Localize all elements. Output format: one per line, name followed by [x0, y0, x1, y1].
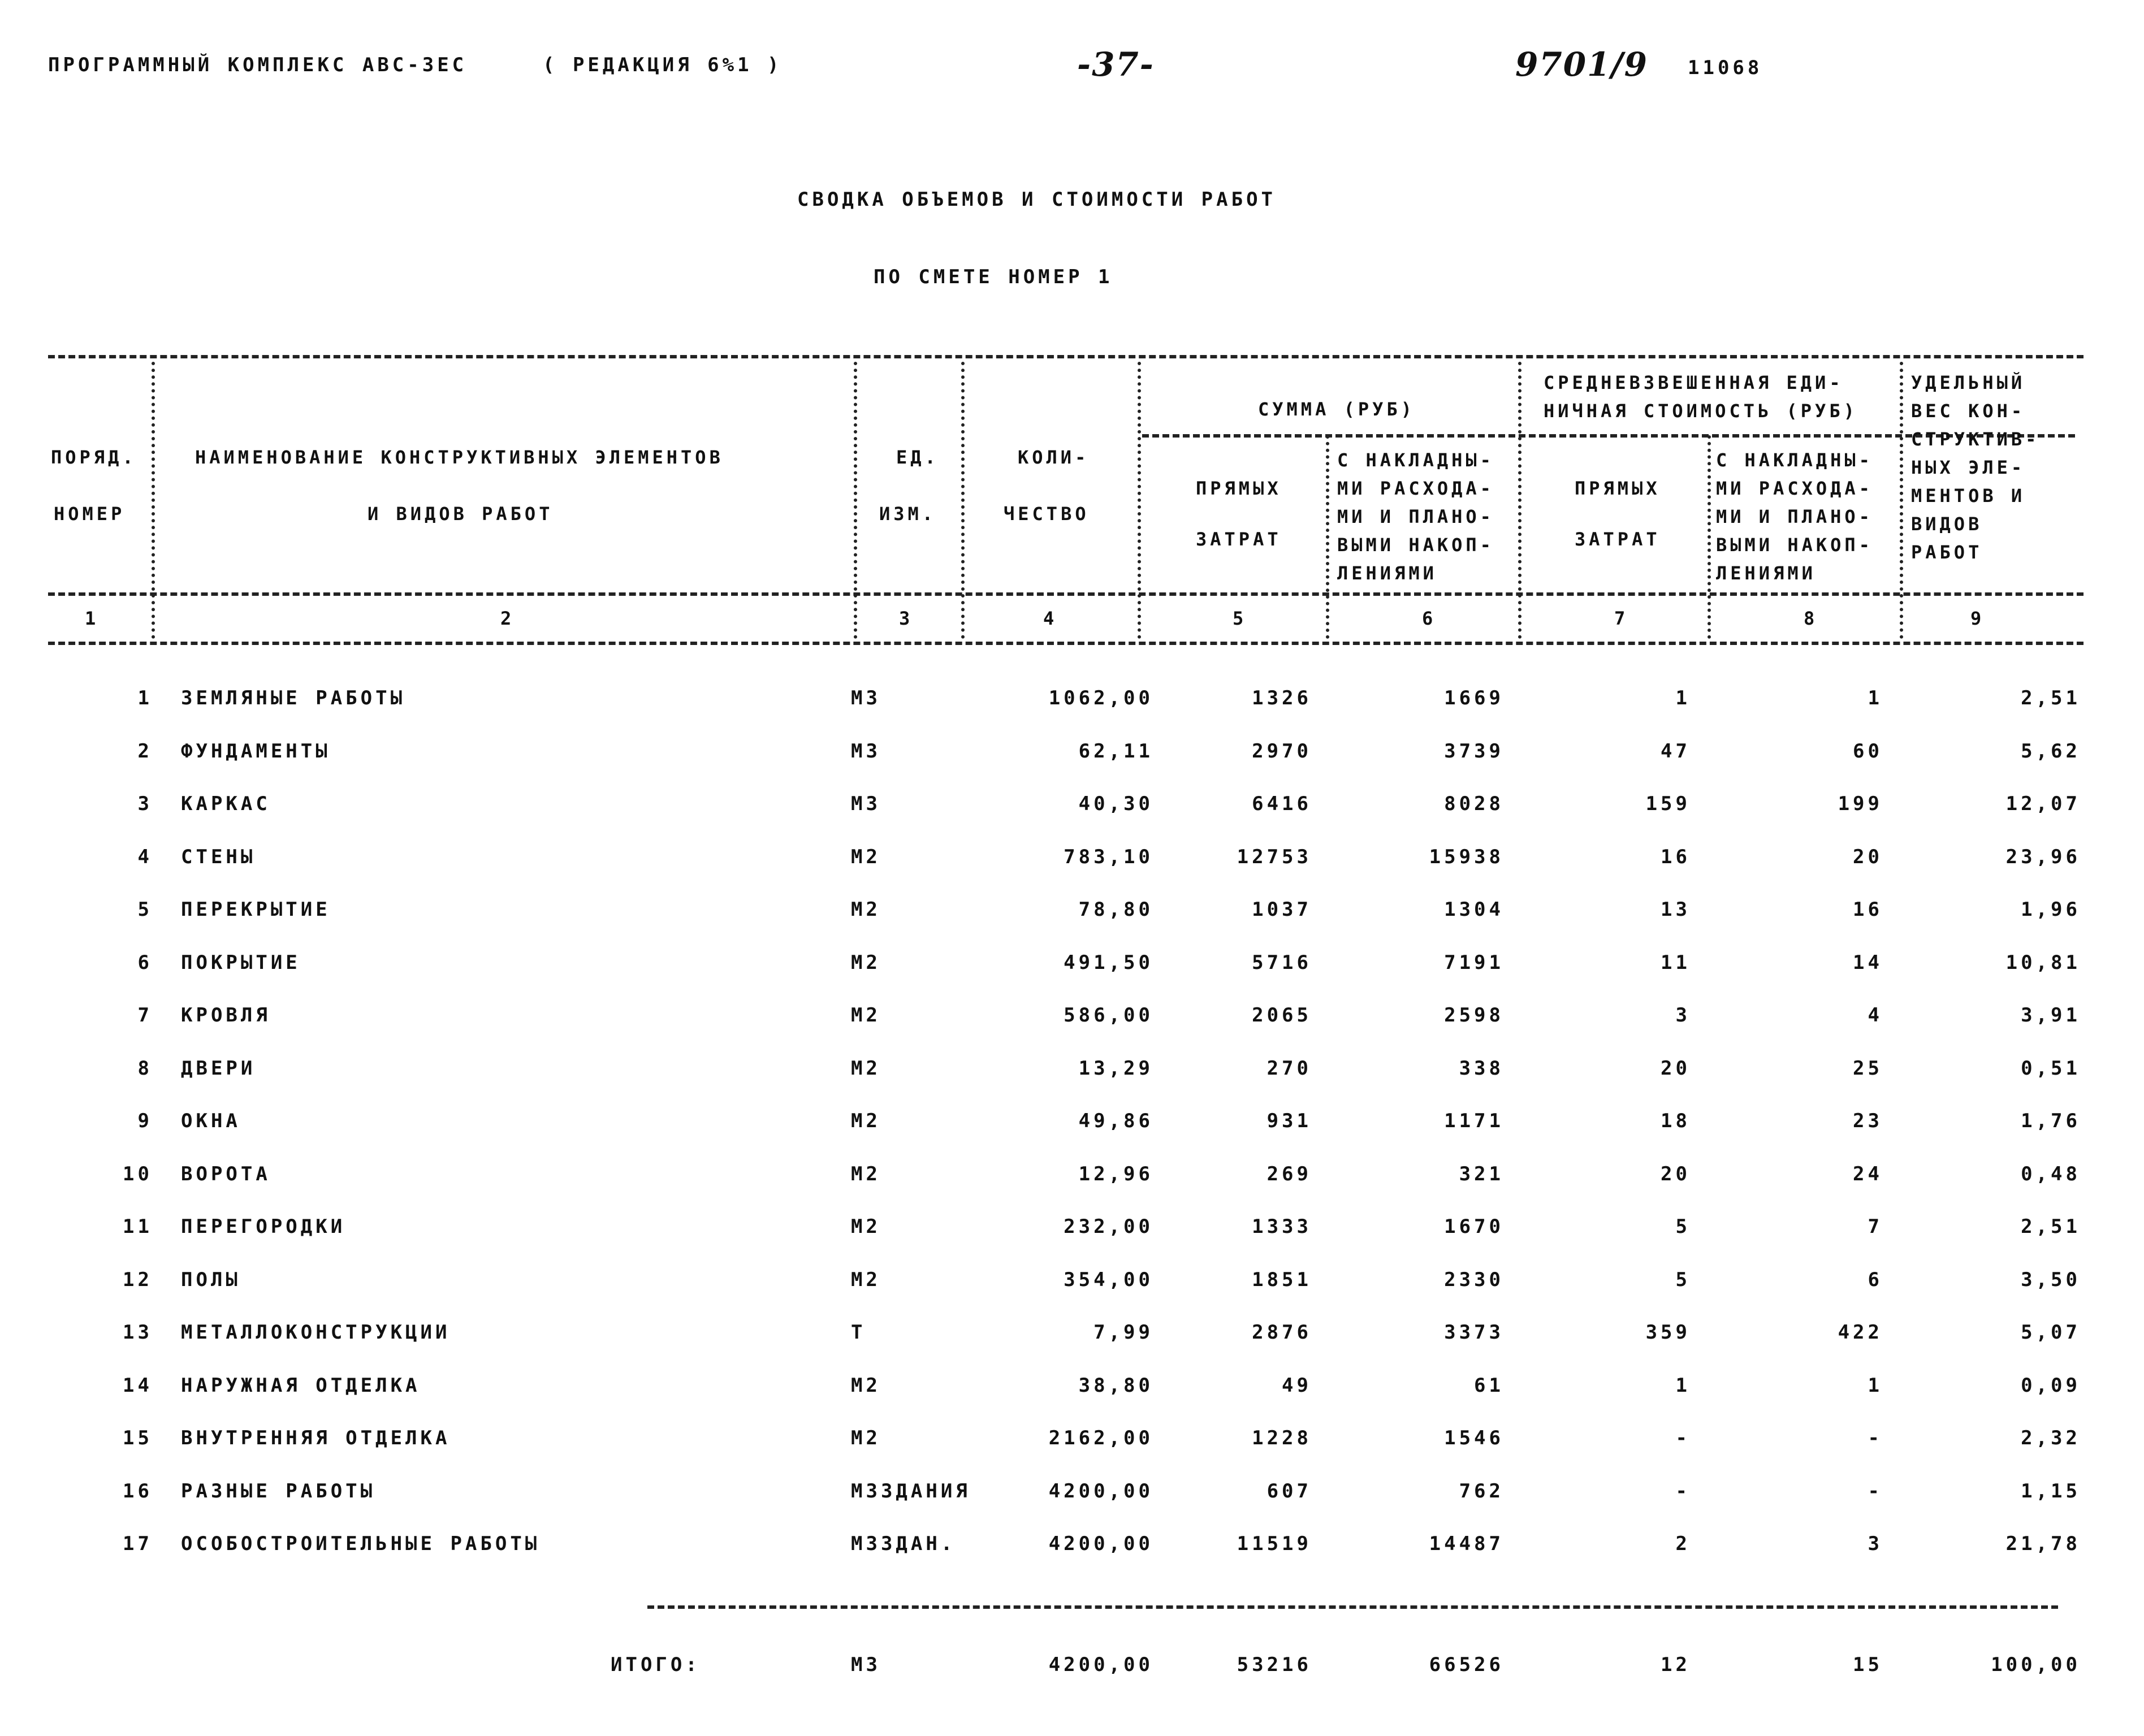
- col6-header-line2: МИ РАСХОДА-: [1337, 478, 1494, 499]
- page-number: -37-: [1077, 45, 1155, 84]
- row-unit-cost-direct: 1: [1675, 687, 1691, 709]
- document-code: 11068: [1688, 57, 1763, 79]
- col2-header-line1: НАИМЕНОВАНИЕ КОНСТРУКТИВНЫХ ЭЛЕМЕНТОВ: [195, 447, 724, 468]
- row-unit-cost-overhead: 7: [1868, 1215, 1883, 1238]
- row-sum-overhead: 2598: [1444, 1004, 1504, 1027]
- row-unit-cost-overhead: 20: [1853, 846, 1883, 868]
- row-unit-cost-overhead: 199: [1838, 793, 1883, 815]
- row-number: 15: [123, 1427, 153, 1449]
- row-unit-cost-direct: 20: [1661, 1163, 1691, 1185]
- row-number: 9: [137, 1110, 153, 1132]
- row-share: 12,07: [2005, 793, 2081, 815]
- row-sum-direct: 269: [1266, 1163, 1312, 1185]
- row-unit: М2: [851, 1057, 881, 1080]
- row-unit-cost-overhead: 14: [1853, 951, 1883, 974]
- row-unit-cost-overhead: 16: [1853, 898, 1883, 921]
- row-number: 10: [123, 1163, 153, 1185]
- row-sum-direct: 12753: [1237, 846, 1312, 868]
- row-unit-cost-direct: 18: [1661, 1110, 1691, 1132]
- row-name: ЗЕМЛЯНЫЕ РАБОТЫ: [181, 687, 406, 709]
- row-sum-direct: 2876: [1252, 1321, 1312, 1344]
- row-unit: М2: [851, 1269, 881, 1291]
- row-quantity: 4200,00: [1048, 1480, 1153, 1503]
- row-number: 7: [137, 1004, 153, 1027]
- row-sum-overhead: 762: [1459, 1480, 1504, 1503]
- sum-group-header: СУММА (РУБ): [1258, 399, 1415, 420]
- row-sum-overhead: 3373: [1444, 1321, 1504, 1344]
- row-unit: М2: [851, 898, 881, 921]
- col9-header-line6: ВИДОВ: [1911, 513, 1983, 535]
- column-number: 1: [85, 608, 100, 629]
- row-number: 16: [123, 1480, 153, 1503]
- row-unit: М3: [851, 740, 881, 763]
- col3-header-line1: ЕД.: [896, 447, 939, 468]
- row-sum-direct: 6416: [1252, 793, 1312, 815]
- row-name: ПОКРЫТИЕ: [181, 951, 301, 974]
- row-quantity: 40,30: [1078, 793, 1153, 815]
- col8-header-line1: С НАКЛАДНЫ-: [1716, 449, 1873, 471]
- row-unit-cost-direct: 359: [1645, 1321, 1691, 1344]
- header-separator: [1326, 435, 1335, 639]
- row-number: 12: [123, 1269, 153, 1291]
- row-quantity: 232,00: [1064, 1215, 1153, 1238]
- row-share: 2,51: [2021, 687, 2081, 709]
- row-number: 13: [123, 1321, 153, 1344]
- row-sum-overhead: 61: [1474, 1374, 1504, 1397]
- row-name: ПЕРЕГОРОДКИ: [181, 1215, 346, 1238]
- col4-header-line2: ЧЕСТВО: [1004, 503, 1090, 525]
- row-unit-cost-overhead: 1: [1868, 687, 1883, 709]
- row-quantity: 12,96: [1078, 1163, 1153, 1185]
- col9-header-line5: МЕНТОВ И: [1911, 485, 2026, 506]
- row-quantity: 49,86: [1078, 1110, 1153, 1132]
- row-name: ОСОБОСТРОИТЕЛЬНЫЕ РАБОТЫ: [181, 1532, 541, 1555]
- row-sum-direct: 1333: [1252, 1215, 1312, 1238]
- row-unit-cost-direct: -: [1675, 1480, 1691, 1503]
- row-unit-cost-direct: -: [1675, 1427, 1691, 1449]
- row-share: 2,32: [2021, 1427, 2081, 1449]
- row-name: ВНУТРЕННЯЯ ОТДЕЛКА: [181, 1427, 451, 1449]
- row-unit-cost-overhead: 4: [1868, 1004, 1883, 1027]
- report-title: СВОДКА ОБЪЕМОВ И СТОИМОСТИ РАБОТ: [797, 188, 1277, 211]
- header-separator: [961, 362, 970, 639]
- row-quantity: 354,00: [1064, 1269, 1153, 1291]
- total-rule: [647, 1605, 2058, 1609]
- row-unit: М2: [851, 951, 881, 974]
- total-unit-direct: 12: [1661, 1653, 1691, 1676]
- header-separator: [1138, 362, 1147, 639]
- row-share: 0,09: [2021, 1374, 2081, 1397]
- row-quantity: 491,50: [1064, 951, 1153, 974]
- row-unit-cost-direct: 5: [1675, 1215, 1691, 1238]
- row-number: 11: [123, 1215, 153, 1238]
- col2-header-line2: И ВИДОВ РАБОТ: [368, 503, 554, 525]
- col9-header-line4: НЫХ ЭЛЕ-: [1911, 457, 2026, 478]
- column-number: 2: [500, 608, 515, 629]
- row-unit-cost-direct: 3: [1675, 1004, 1691, 1027]
- row-unit-cost-overhead: 24: [1853, 1163, 1883, 1185]
- row-unit-cost-overhead: 1: [1868, 1374, 1883, 1397]
- row-unit: Т: [851, 1321, 866, 1344]
- row-sum-direct: 2970: [1252, 740, 1312, 763]
- row-quantity: 586,00: [1064, 1004, 1153, 1027]
- row-unit: М3: [851, 793, 881, 815]
- row-share: 5,62: [2021, 740, 2081, 763]
- row-name: ДВЕРИ: [181, 1057, 256, 1080]
- row-unit-cost-direct: 5: [1675, 1269, 1691, 1291]
- row-unit-cost-overhead: 23: [1853, 1110, 1883, 1132]
- col9-header-line7: РАБОТ: [1911, 542, 1983, 563]
- total-quantity: 4200,00: [1048, 1653, 1153, 1676]
- col8-header-line2: МИ РАСХОДА-: [1716, 478, 1873, 499]
- row-share: 0,51: [2021, 1057, 2081, 1080]
- row-number: 1: [137, 687, 153, 709]
- avg-group-header-line2: НИЧНАЯ СТОИМОСТЬ (РУБ): [1544, 400, 1858, 422]
- column-number: 4: [1043, 608, 1058, 629]
- col6-header-line1: С НАКЛАДНЫ-: [1337, 449, 1494, 471]
- col8-header-line4: ВЫМИ НАКОП-: [1716, 534, 1873, 556]
- row-quantity: 783,10: [1064, 846, 1153, 868]
- row-unit: М3ЗДАНИЯ: [851, 1480, 971, 1503]
- column-number: 5: [1233, 608, 1247, 629]
- row-unit-cost-direct: 159: [1645, 793, 1691, 815]
- row-sum-overhead: 338: [1459, 1057, 1504, 1080]
- col1-header-line1: ПОРЯД.: [51, 447, 137, 468]
- col9-header-line2: ВЕС КОН-: [1911, 400, 2026, 422]
- row-unit-cost-overhead: 60: [1853, 740, 1883, 763]
- col3-header-line2: ИЗМ.: [879, 503, 937, 525]
- row-unit: М2: [851, 1374, 881, 1397]
- row-name: РАЗНЫЕ РАБОТЫ: [181, 1480, 376, 1503]
- row-name: НАРУЖНАЯ ОТДЕЛКА: [181, 1374, 421, 1397]
- header-separator: [1900, 362, 1909, 639]
- row-number: 4: [137, 846, 153, 868]
- table-top-rule: [48, 355, 2084, 358]
- edition-label: ( РЕДАКЦИЯ 6%1 ): [543, 54, 783, 76]
- row-quantity: 78,80: [1078, 898, 1153, 921]
- row-share: 0,48: [2021, 1163, 2081, 1185]
- row-unit: М3: [851, 687, 881, 709]
- row-unit: М2: [851, 846, 881, 868]
- header-separator: [152, 362, 161, 639]
- row-sum-overhead: 1669: [1444, 687, 1504, 709]
- total-unit: М3: [851, 1653, 881, 1676]
- col6-header-line3: МИ И ПЛАНО-: [1337, 506, 1494, 527]
- total-sum-overhead: 66526: [1429, 1653, 1504, 1676]
- row-sum-direct: 607: [1266, 1480, 1312, 1503]
- header-bottom-rule: [48, 592, 2084, 596]
- document-number: 9701/9: [1515, 45, 1648, 84]
- row-unit-cost-direct: 1: [1675, 1374, 1691, 1397]
- row-sum-overhead: 1670: [1444, 1215, 1504, 1238]
- row-name: ОКНА: [181, 1110, 241, 1132]
- total-label: ИТОГО:: [611, 1653, 701, 1676]
- total-sum-direct: 53216: [1237, 1653, 1312, 1676]
- row-unit-cost-direct: 47: [1661, 740, 1691, 763]
- row-sum-overhead: 1171: [1444, 1110, 1504, 1132]
- row-sum-direct: 270: [1266, 1057, 1312, 1080]
- row-sum-direct: 1037: [1252, 898, 1312, 921]
- col4-header-line1: КОЛИ-: [1018, 447, 1090, 468]
- row-name: ПЕРЕКРЫТИЕ: [181, 898, 331, 921]
- header-separator: [1708, 435, 1717, 639]
- row-sum-direct: 2065: [1252, 1004, 1312, 1027]
- row-share: 1,15: [2021, 1480, 2081, 1503]
- col6-header-line4: ВЫМИ НАКОП-: [1337, 534, 1494, 556]
- row-share: 10,81: [2005, 951, 2081, 974]
- row-sum-overhead: 14487: [1429, 1532, 1504, 1555]
- row-sum-overhead: 15938: [1429, 846, 1504, 868]
- column-number: 3: [899, 608, 914, 629]
- row-name: ПОЛЫ: [181, 1269, 241, 1291]
- col7-header-line1: ПРЯМЫХ: [1575, 478, 1661, 499]
- column-number: 6: [1422, 608, 1437, 629]
- row-share: 1,96: [2021, 898, 2081, 921]
- total-unit-overhead: 15: [1853, 1653, 1883, 1676]
- row-unit-cost-direct: 20: [1661, 1057, 1691, 1080]
- col1-header-line2: НОМЕР: [54, 503, 126, 525]
- row-unit-cost-direct: 13: [1661, 898, 1691, 921]
- row-name: ВОРОТА: [181, 1163, 271, 1185]
- header-separator: [854, 362, 863, 639]
- row-sum-direct: 1228: [1252, 1427, 1312, 1449]
- row-share: 21,78: [2005, 1532, 2081, 1555]
- row-quantity: 1062,00: [1048, 687, 1153, 709]
- row-share: 3,91: [2021, 1004, 2081, 1027]
- row-number: 14: [123, 1374, 153, 1397]
- row-unit: М2: [851, 1427, 881, 1449]
- program-name: ПРОГРАММНЫЙ КОМПЛЕКС АВС-3ЕС: [48, 54, 468, 76]
- row-unit: М2: [851, 1215, 881, 1238]
- avg-group-header-line1: СРЕДНЕВЗВЕШЕННАЯ ЕДИ-: [1544, 372, 1844, 393]
- row-sum-overhead: 7191: [1444, 951, 1504, 974]
- column-number: 7: [1614, 608, 1629, 629]
- total-share: 100,00: [1991, 1653, 2081, 1676]
- row-share: 5,07: [2021, 1321, 2081, 1344]
- row-unit-cost-overhead: -: [1868, 1480, 1883, 1503]
- row-sum-direct: 49: [1282, 1374, 1312, 1397]
- column-number-rule: [48, 642, 2084, 645]
- row-sum-direct: 11519: [1237, 1532, 1312, 1555]
- col8-header-line3: МИ И ПЛАНО-: [1716, 506, 1873, 527]
- row-unit: М2: [851, 1004, 881, 1027]
- report-subtitle: ПО СМЕТЕ НОМЕР 1: [874, 266, 1113, 288]
- row-number: 17: [123, 1532, 153, 1555]
- column-number: 8: [1804, 608, 1818, 629]
- col9-header-line1: УДЕЛЬНЫЙ: [1911, 372, 2026, 393]
- row-share: 1,76: [2021, 1110, 2081, 1132]
- row-quantity: 13,29: [1078, 1057, 1153, 1080]
- row-unit-cost-overhead: 422: [1838, 1321, 1883, 1344]
- header-separator: [1518, 362, 1527, 639]
- row-sum-overhead: 8028: [1444, 793, 1504, 815]
- row-sum-overhead: 2330: [1444, 1269, 1504, 1291]
- row-share: 2,51: [2021, 1215, 2081, 1238]
- row-share: 23,96: [2005, 846, 2081, 868]
- row-unit-cost-direct: 11: [1661, 951, 1691, 974]
- row-unit-cost-overhead: -: [1868, 1427, 1883, 1449]
- col6-header-line5: ЛЕНИЯМИ: [1337, 562, 1437, 584]
- row-number: 8: [137, 1057, 153, 1080]
- row-unit-cost-overhead: 25: [1853, 1057, 1883, 1080]
- col9-header-line3: СТРУКТИВ-: [1911, 428, 2040, 450]
- row-unit-cost-direct: 16: [1661, 846, 1691, 868]
- row-name: КАРКАС: [181, 793, 271, 815]
- row-quantity: 2162,00: [1048, 1427, 1153, 1449]
- row-quantity: 38,80: [1078, 1374, 1153, 1397]
- row-unit: М3ЗДАН.: [851, 1532, 956, 1555]
- row-sum-direct: 1326: [1252, 687, 1312, 709]
- row-name: КРОВЛЯ: [181, 1004, 271, 1027]
- row-sum-overhead: 3739: [1444, 740, 1504, 763]
- row-name: ФУНДАМЕНТЫ: [181, 740, 331, 763]
- col7-header-line2: ЗАТРАТ: [1575, 529, 1661, 550]
- row-sum-direct: 931: [1266, 1110, 1312, 1132]
- row-unit-cost-direct: 2: [1675, 1532, 1691, 1555]
- row-number: 6: [137, 951, 153, 974]
- col8-header-line5: ЛЕНИЯМИ: [1716, 562, 1816, 584]
- row-unit-cost-overhead: 3: [1868, 1532, 1883, 1555]
- row-unit: М2: [851, 1163, 881, 1185]
- row-share: 3,50: [2021, 1269, 2081, 1291]
- row-name: МЕТАЛЛОКОНСТРУКЦИИ: [181, 1321, 451, 1344]
- row-quantity: 7,99: [1093, 1321, 1153, 1344]
- row-quantity: 62,11: [1078, 740, 1153, 763]
- row-quantity: 4200,00: [1048, 1532, 1153, 1555]
- row-sum-direct: 1851: [1252, 1269, 1312, 1291]
- row-unit-cost-overhead: 6: [1868, 1269, 1883, 1291]
- row-sum-direct: 5716: [1252, 951, 1312, 974]
- row-unit: М2: [851, 1110, 881, 1132]
- row-sum-overhead: 321: [1459, 1163, 1504, 1185]
- col5-header-line2: ЗАТРАТ: [1196, 529, 1282, 550]
- row-sum-overhead: 1304: [1444, 898, 1504, 921]
- row-sum-overhead: 1546: [1444, 1427, 1504, 1449]
- row-name: СТЕНЫ: [181, 846, 256, 868]
- column-number: 9: [1970, 608, 1985, 629]
- row-number: 3: [137, 793, 153, 815]
- row-number: 5: [137, 898, 153, 921]
- row-number: 2: [137, 740, 153, 763]
- col5-header-line1: ПРЯМЫХ: [1196, 478, 1282, 499]
